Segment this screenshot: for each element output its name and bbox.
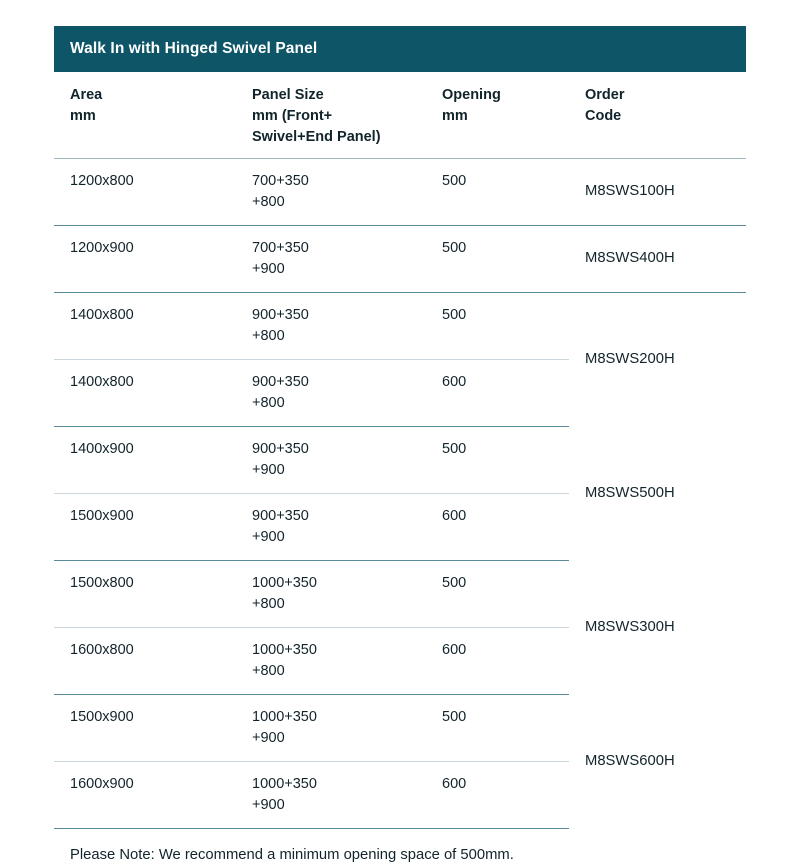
column-header-area-line1: Area xyxy=(70,87,103,103)
column-header-panel-size-line1: Panel Size xyxy=(252,87,324,103)
table-row xyxy=(54,293,746,360)
cell-order-code: M8SWS100H xyxy=(569,159,746,226)
cell-opening: 500 xyxy=(426,226,569,293)
cell-panel-size xyxy=(236,427,426,494)
cell-panel-size xyxy=(236,628,426,695)
cell-opening: 500 xyxy=(426,561,569,628)
column-header-order-code-line1: Order xyxy=(585,87,625,103)
cell-area: 1500x900 xyxy=(54,695,236,762)
cell-area: 1400x800 xyxy=(54,360,236,427)
column-header-area-line2: mm xyxy=(70,108,96,125)
cell-panel-size-line2: +900 xyxy=(252,797,285,814)
table-head xyxy=(54,72,746,159)
spec-table xyxy=(54,72,746,829)
column-header-area xyxy=(54,72,236,159)
cell-panel-size-line1: 700+350 xyxy=(252,173,309,190)
cell-panel-size-line1: 900+350 xyxy=(252,374,309,391)
cell-panel-size-line1: 900+350 xyxy=(252,508,309,525)
cell-order-code: M8SWS200H xyxy=(585,351,675,368)
cell-area: 1200x900 xyxy=(54,226,236,293)
cell-order-code: M8SWS600H xyxy=(585,753,675,770)
cell-panel-size xyxy=(236,293,426,360)
cell-panel-size-line1: 1000+350 xyxy=(252,575,317,592)
cell-panel-size-line1: 1000+350 xyxy=(252,642,317,659)
cell-area: 1500x800 xyxy=(54,561,236,628)
cell-opening: 600 xyxy=(426,762,569,829)
cell-panel-size-line1: 700+350 xyxy=(252,240,309,257)
column-header-panel-size xyxy=(236,72,426,159)
cell-panel-size-line2: +800 xyxy=(252,596,285,613)
column-header-opening-line1: Opening xyxy=(442,87,501,103)
cell-opening: 500 xyxy=(426,293,569,360)
cell-panel-size-line2: +800 xyxy=(252,395,285,412)
cell-panel-size-line2: +800 xyxy=(252,194,285,211)
table-note: Please Note: We recommend a minimum opening space of 500mm. xyxy=(70,847,514,864)
cell-panel-size-line2: +900 xyxy=(252,462,285,479)
cell-panel-size-line2: +900 xyxy=(252,261,285,278)
cell-panel-size xyxy=(236,762,426,829)
cell-area: 1600x800 xyxy=(54,628,236,695)
cell-panel-size-line1: 1000+350 xyxy=(252,709,317,726)
table-row xyxy=(54,226,746,293)
cell-order-code: M8SWS500H xyxy=(585,484,675,501)
column-header-order-code xyxy=(569,72,746,159)
table-title: Walk In with Hinged Swivel Panel xyxy=(54,26,746,72)
cell-order-code: M8SWS400H xyxy=(569,226,746,293)
cell-area: 1600x900 xyxy=(54,762,236,829)
cell-panel-size-line1: 900+350 xyxy=(252,441,309,458)
cell-opening: 600 xyxy=(426,360,569,427)
cell-panel-size-line2: +900 xyxy=(252,529,285,546)
column-header-panel-size-line3: Swivel+End Panel) xyxy=(252,129,381,146)
cell-panel-size xyxy=(236,360,426,427)
table-row xyxy=(54,561,746,628)
cell-area: 1200x800 xyxy=(54,159,236,226)
cell-area: 1500x900 xyxy=(54,494,236,561)
cell-opening: 500 xyxy=(426,159,569,226)
cell-opening: 500 xyxy=(426,695,569,762)
cell-order-code: M8SWS300H xyxy=(585,619,675,636)
column-header-panel-size-line2: mm (Front+ xyxy=(252,108,333,125)
cell-panel-size xyxy=(236,695,426,762)
cell-panel-size-line1: 1000+350 xyxy=(252,776,317,793)
cell-panel-size xyxy=(236,494,426,561)
cell-panel-size xyxy=(236,226,426,293)
cell-area: 1400x800 xyxy=(54,293,236,360)
cell-area: 1400x900 xyxy=(54,427,236,494)
cell-panel-size xyxy=(236,561,426,628)
spec-table-container xyxy=(54,26,746,866)
table-row xyxy=(54,427,746,494)
cell-panel-size-line2: +900 xyxy=(252,730,285,747)
table-row xyxy=(54,159,746,226)
table-row xyxy=(54,695,746,762)
cell-opening: 500 xyxy=(426,427,569,494)
column-header-opening-line2: mm xyxy=(442,108,468,125)
cell-panel-size-line2: +800 xyxy=(252,663,285,680)
cell-opening: 600 xyxy=(426,628,569,695)
cell-panel-size-line1: 900+350 xyxy=(252,307,309,324)
table-body xyxy=(54,159,746,829)
cell-panel-size-line2: +800 xyxy=(252,328,285,345)
cell-opening: 600 xyxy=(426,494,569,561)
table-header-row xyxy=(54,72,746,159)
cell-panel-size xyxy=(236,159,426,226)
column-header-opening xyxy=(426,72,569,159)
column-header-order-code-line2: Code xyxy=(585,108,622,125)
